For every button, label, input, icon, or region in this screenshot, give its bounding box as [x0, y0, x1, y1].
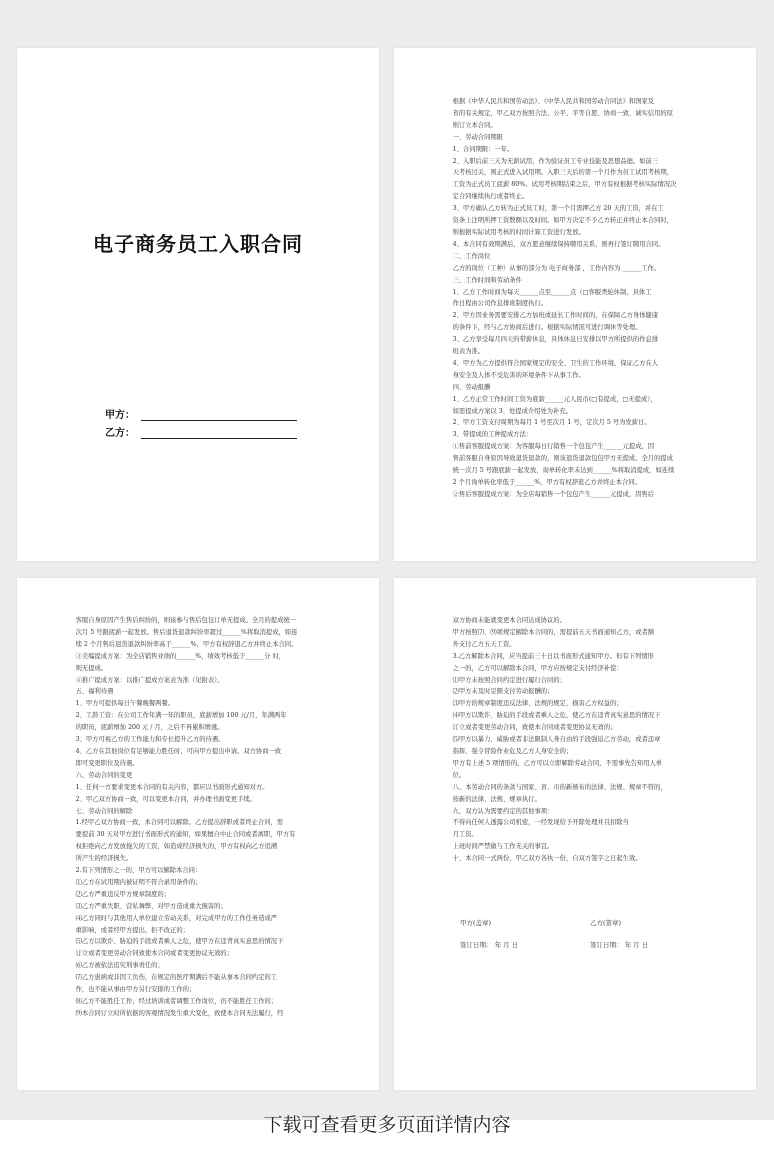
text-line: 乙方的岗位（工种）从事的部分为 电子商务部 ，工作内容为 ______工作。 [452, 264, 661, 272]
text-line: ⑶乙方严重失职、营私舞弊、对甲方造成重大损害的； [75, 902, 227, 910]
text-line: 八、本劳动合同的条款与国家、省、市的新颁布的法律、法规、规章不符的， [452, 783, 667, 791]
text-line: ⑵甲方未及时足额支付劳动报酬的； [452, 688, 554, 696]
text-line: 的职员，底薪增加 200 元 / 月，之后不再累积增涨。 [75, 724, 224, 732]
text-line: 则无提成。 [75, 664, 108, 672]
text-line: 四、劳动报酬 [452, 383, 491, 391]
contract-page-4[interactable] [394, 578, 756, 1090]
text-line: 1、乙方工作时间为每天______点至______点（□客服类轮休制，具体工 [452, 288, 652, 296]
text-line: 权拒绝向乙方发放拖欠的工资，如造成经济损失的，甲方有权向乙方追溯 [75, 843, 278, 851]
text-line: 3、甲方可视乙方的工作能力和专长提升乙方的待遇。 [75, 736, 225, 744]
download-more-caption[interactable]: 下载可查看更多页面详情内容 [263, 1114, 511, 1136]
party-a-label: 甲方： [105, 410, 135, 421]
text-line: 2.有下列情形之一的，甲方可以解除本合同： [75, 867, 202, 875]
text-line: 上班时间严禁做与工作无关的事宜。 [452, 843, 554, 851]
text-line: ⑻乙方不能胜任工作，经过培训或者调整工作岗位，仍不能胜任工作的； [75, 998, 278, 1005]
text-line: ⑸乙方以欺诈、胁迫的手段或者乘人之危，使甲方在违背真实意思的情况下 [75, 938, 284, 946]
party-a-seal-label: 甲方(盖章) [460, 919, 492, 927]
text-line: 2、甲乙双方协商一致，可以变更本合同，并办理书面变更手续。 [75, 795, 256, 803]
text-line: 五、福利待遇 [75, 688, 114, 696]
text-line: 1.经甲乙双方协商一致，本合同可以解除。乙方提出辞职或者终止合同，需 [75, 819, 284, 827]
text-line: 班表为准。 [452, 348, 485, 356]
party-b-field [105, 424, 297, 439]
text-line: ⑸甲方以暴力、威胁或者非法限制人身自由的手段强迫乙方劳动，或者违章 [452, 736, 661, 744]
text-line: ③美编提成方案：为全店销售业绩的______%，绩效考核低于______分 时， [75, 652, 286, 660]
text-line: 根据《中华人民共和国劳动法》、《中华人民共和国劳动合同法》和国家及 [452, 98, 655, 105]
text-line: 统一次月 5 号跟底薪一起发放，询单转化率未达到______%将取消提成，如连续 [452, 467, 675, 475]
contract-title: 电子商务员工入职合同 [93, 232, 303, 256]
text-line: 省的有关规定，甲乙双方按照合法、公平、平等自愿、协商一致、诚实信用的原 [452, 109, 673, 117]
text-line: 指挥、强令冒险作业危及乙方人身安全的； [452, 747, 573, 755]
text-line: 续 2 个月售后退货退款纠纷率高于______%，甲方有权辞退乙方并终止本合同。 [75, 640, 298, 648]
text-line: 十、本合同一式两份，甲乙双方各执一份，自双方签字之日起生效。 [452, 855, 642, 863]
text-line: 身安全及人体不受危害的环境条件下从事工作。 [452, 371, 585, 379]
text-line: 4、本合同有效期满后，双方愿意继续保持聘用关系，则再行签订聘用合同。 [452, 240, 665, 248]
text-line: 售前客服自身原因导致退货退款的，则该退货退款包包甲方无提成。全月的提成 [452, 455, 673, 463]
text-line: 4、甲方为乙方提供符合国家规定的安全、卫生的工作环境，保证乙方在人 [452, 359, 659, 367]
text-line: 客服自身原因产生售后纠纷的，则该参与售后包包订单无提成。全月的提成统一 [75, 617, 296, 624]
text-line: ⑼本合同订立时所依据的客观情况发生重大变化，致使本合同无法履行，经 [75, 1009, 284, 1017]
text-line: 一、劳动合同期限 [452, 133, 503, 141]
text-line: 工资为正式员工底薪 80%。试用考核期结束之后，甲方有权根据考核实际情况决 [452, 181, 677, 189]
text-line: 2、甲方工资支付周期为每月 1 号至次月 1 号，定次月 5 号为发薪日。 [452, 419, 651, 427]
contract-page-3[interactable] [17, 578, 379, 1090]
text-line: 即可变更职位及待遇。 [75, 759, 139, 767]
text-line: 甲方有上述 5 项情形的，乙方可以立即解除劳动合同，不需事先告知用人单 [452, 759, 663, 767]
text-line: 订立或者变更劳动合同致使本合同或者变更协议无效的； [75, 950, 234, 958]
cover-page[interactable] [17, 48, 379, 561]
text-line: 作日程由公司作息排班制度执行。 [452, 300, 548, 308]
text-line: 3、带提成的工种提成方法： [452, 431, 533, 439]
text-line: 1、合同期限：一年。 [452, 145, 514, 153]
text-line: 三、工作时间和劳动条件 [452, 276, 522, 284]
text-line: ①售前客服提成方案：为客服每日行销售一个包包产生______元提成，因 [452, 443, 655, 451]
party-a-field [105, 406, 297, 421]
party-a-underline [141, 411, 297, 421]
text-line: 2、甲方因业务需要安排乙方加班或延长工作时间的，在保障乙方身体健康 [452, 312, 659, 320]
text-line: 按新的法律、法规、规章执行。 [452, 795, 541, 803]
text-line: ⑶甲方的规章制度违反法律、法规的规定，损害乙方权益的； [452, 700, 623, 708]
text-line: 次月 5 号跟底薪一起发放。售后退货退款纠纷率超过______%将取消提成，如连 [75, 628, 298, 636]
party-a-sign-date: 签订日期： 年 月 日 [460, 941, 519, 949]
text-line: 3、乙方享受每月四天的带薪休息，具体休息日安排以甲方所提供的作息排 [452, 336, 659, 344]
text-line: 则根据实际试用考核的时间计算工资进行发放。 [452, 228, 585, 236]
text-line: 的条件下，经与乙方协商后进行。根据实际情况可进行调休等处理。 [452, 324, 642, 332]
party-b-underline [141, 429, 297, 439]
text-line: 七、劳动合同的解除 [75, 807, 133, 815]
text-line: ⑺乙方患病或非因工负伤，在规定的医疗期满后不能从事本合同约定的工 [75, 974, 278, 982]
text-line: 如需提成方案以 3、处提成介绍处为补充。 [452, 407, 572, 415]
text-line: 重影响，或者经甲方提出，拒不改正的； [75, 926, 189, 934]
text-line: ⑴甲方未按照合同约定进行履行合同的； [452, 676, 566, 684]
page-2-body [440, 96, 716, 501]
text-line: 九、双方认为需要约定的其他事项： [452, 807, 554, 815]
text-line: ⑹乙方被依法追究刑事责任的； [75, 962, 164, 970]
text-line: 之一的，乙方可以解除本合同，甲方应按规定支付经济补偿： [452, 664, 623, 672]
text-line: 二、工作岗位 [452, 252, 491, 260]
text-line: 2、工龄工资：在公司工作年满一年的职员，底薪增加 100 元/月，年满两年 [75, 712, 287, 720]
text-line: 则订立本合同。 [452, 121, 497, 129]
page-4-body [440, 615, 716, 865]
page-3-body [63, 615, 339, 1020]
text-line: 作，也不能从事由甲方另行安排的工作的； [75, 986, 196, 994]
text-line: 2、入职后前三天为无薪试用，作为验证员工专业技能及思想品德。如前三 [452, 157, 659, 165]
text-line: 外支付乙方五天工资。 [452, 640, 516, 648]
text-line: 双方协商未能就变更本合同达成协议的。 [452, 617, 566, 624]
text-line: 定合同继续执行或者终止。 [452, 193, 529, 201]
text-line: ②售后客服提成方案：为全店每销售一个包包产生______元提成，因售后 [452, 490, 655, 498]
text-line: 1、乙方正常工作时间工资为底薪______元人民币(□有提成，□无提成）， [452, 395, 657, 403]
contract-page-2[interactable] [394, 48, 756, 561]
text-line: 月工资。 [452, 831, 478, 839]
text-line: 六、劳动合同的变更 [75, 771, 133, 779]
text-line: 资条上注明所押工资数额以及时间。如甲方决定不予乙方转正并终止本合同时， [452, 217, 673, 225]
text-line: ⑷乙方同时与其他用人单位建立劳动关系，对完成甲方的工作任务造成严 [75, 914, 278, 922]
text-line: 要提前 30 天对甲方进行书面形式的通知，如果擅自中止合同或者离职，甲方有 [75, 831, 296, 839]
text-line: 1、甲方可提供每日午餐晚餐两餐。 [75, 700, 175, 708]
text-line: 1、任何一方要求变更本合同的有关内容，都应以书面形式通知对方。 [75, 783, 269, 791]
party-b-label: 乙方： [105, 428, 135, 439]
party-b-sign-date: 签订日期： 年 月 日 [590, 941, 649, 949]
text-line: ④推广提成方案：以推广提成方案表为准（见附表）。 [75, 676, 224, 684]
text-line: 订立或者变更劳动合同，致使本合同或者变更协议无效的； [452, 724, 617, 732]
text-line: 所产生的经济损失。 [75, 855, 133, 863]
text-line: 位。 [452, 771, 466, 779]
text-line: ⑴乙方在试用期内被证明不符合录用条件的； [75, 878, 202, 886]
text-line: 甲方按照⑺、⑼项规定解除本合同的，需提前五天书面通知乙方，或者额 [452, 628, 655, 636]
text-line: 天考核过关，则正式进入试用期。入职三天后的第一个月作为员工试用考核期， [452, 169, 673, 177]
text-line: ⑵乙方严重违反甲方规章制度的； [75, 890, 171, 898]
text-line: ⑷甲方以欺诈、胁迫的手段或者乘人之危，使乙方在违背真实意思的情况下 [452, 712, 661, 720]
text-line: 2 个月询单转化率低于______%，甲方有权辞退乙方并终止本合同。 [452, 479, 641, 486]
text-line: 不得向任何人透露公司机密，一经发现给予开除处理并且扣除当 [452, 819, 629, 827]
text-line: 3.乙方解除本合同，应当提前三十日以书面形式通知甲方。但有下列情形 [452, 652, 654, 660]
text-line: 4、乙方在其他岗位有足够能力胜任时，可向甲方提出申请。双方协商一致 [75, 747, 282, 755]
text-line: 3、甲方确认乙方转为正式员工时，第一个月需押乙方 20 天的工资，并在工 [452, 205, 664, 213]
party-b-sign-label: 乙方(签章) [590, 919, 622, 927]
